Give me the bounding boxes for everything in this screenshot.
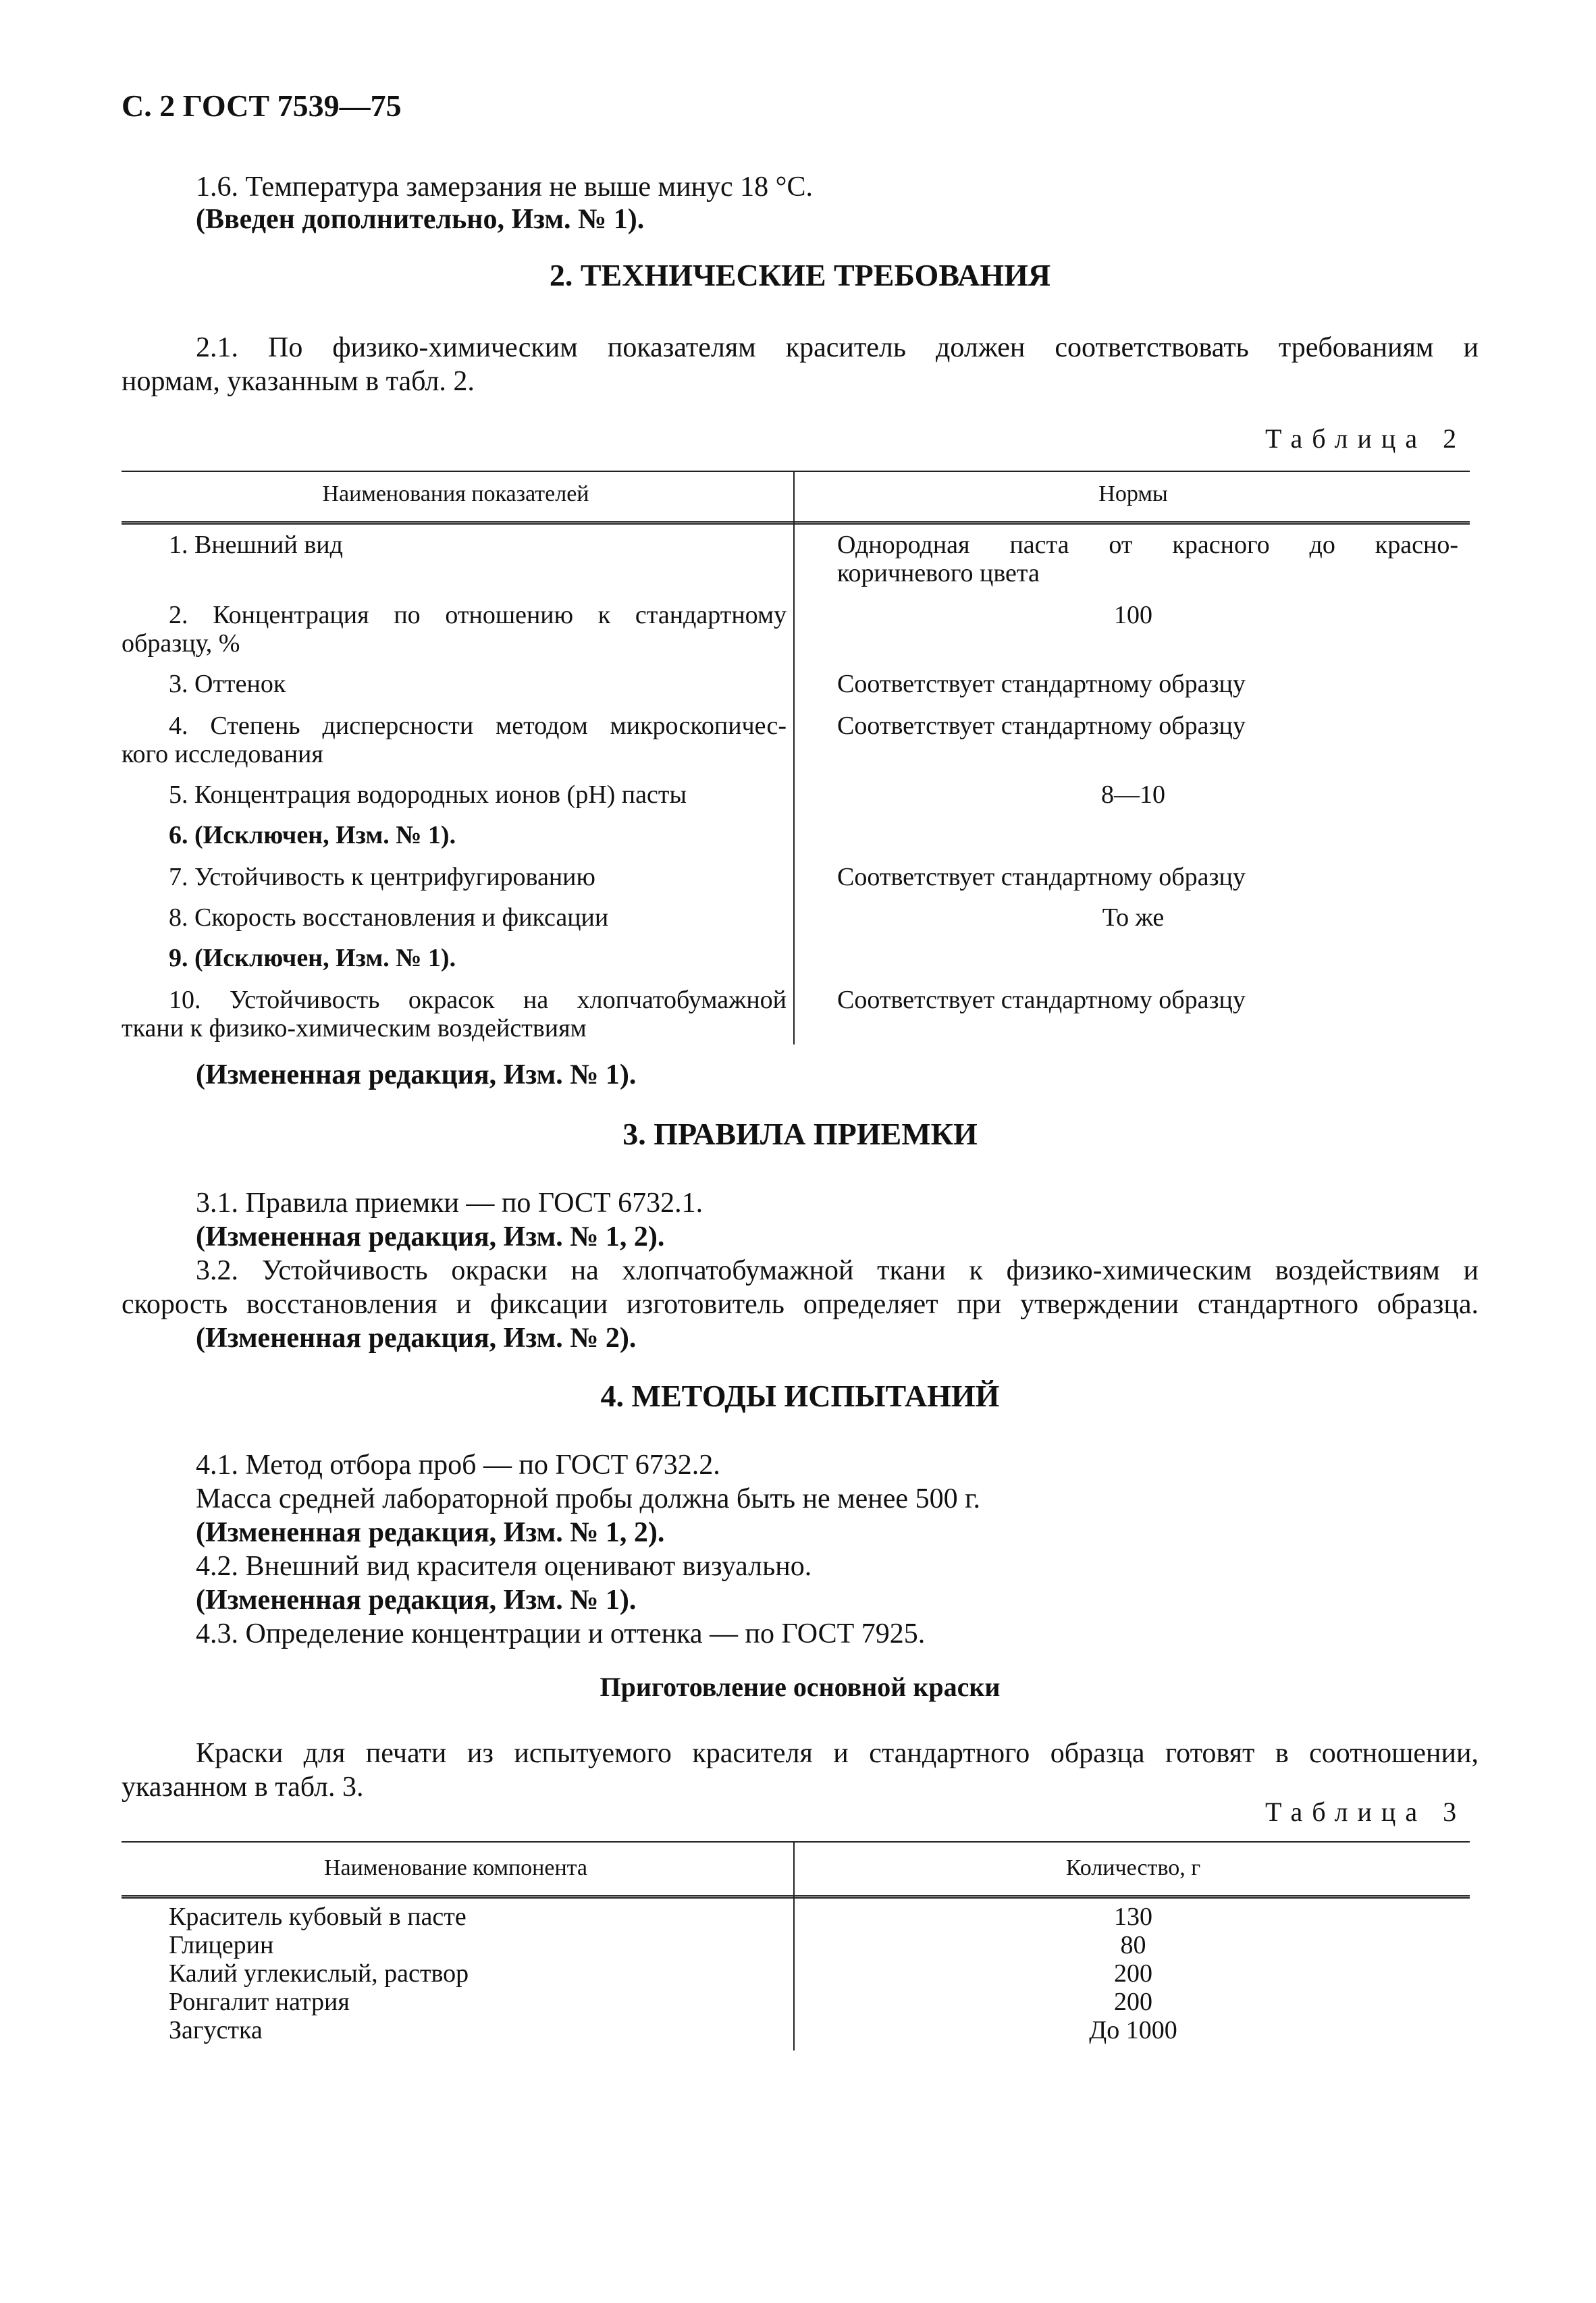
- table-3-header-rule: [122, 1895, 1470, 1900]
- subsection-heading: Приготовление основной краски: [600, 1672, 1001, 1702]
- table-2-row1-norm-line2: коричневого цвета: [837, 559, 1040, 587]
- table-2-header-rule: [122, 521, 1470, 526]
- table-2-row8-norm: То же: [1102, 903, 1165, 932]
- table-2-row4-norm: Соответствует стандартному образцу: [837, 712, 1246, 740]
- clause-4-1: 4.1. Метод отбора проб — по ГОСТ 6732.2.: [196, 1450, 720, 1481]
- clause-3-2-line1: 3.2. Устойчивость окраски на хлопчатобумажной ткани к физико-химическим воздействиям и: [196, 1255, 1479, 1286]
- table-2-row10-name-line2: ткани к физико-химическим воздействиям: [122, 1014, 587, 1042]
- amendment-note: (Измененная редакция, Изм. № 1).: [196, 1585, 637, 1616]
- table-2-row3-norm: Соответствует стандартному образцу: [837, 670, 1246, 698]
- table-2-row7-norm: Соответствует стандартному образцу: [837, 863, 1246, 891]
- table-3-row2-qty: 80: [1120, 1931, 1146, 1959]
- amendment-note: (Измененная редакция, Изм. № 1, 2).: [196, 1221, 665, 1252]
- amendment-note: (Введен дополнительно, Изм. № 1).: [196, 204, 645, 235]
- table-3-row2-name: Глицерин: [169, 1931, 274, 1959]
- section-heading-3: 3. ПРАВИЛА ПРИЕМКИ: [622, 1117, 978, 1151]
- amendment-note: (Измененная редакция, Изм. № 1, 2).: [196, 1517, 665, 1548]
- clause-4-3: 4.3. Определение концентрации и оттенка — по ГОСТ 7925.: [196, 1618, 926, 1649]
- table-3-divider: [793, 1841, 795, 2050]
- clause-2-1-line1: 2.1. По физико-химическим показателям краситель должен соответствовать требованиям и: [196, 332, 1479, 363]
- table-2-row6-name: 6. (Исключен, Изм. № 1).: [169, 821, 456, 849]
- table-3-row5-qty: До 1000: [1089, 2016, 1177, 2044]
- table-3-label: Таблица 3: [1265, 1797, 1466, 1827]
- table-2-header-col2: Нормы: [1098, 481, 1168, 506]
- table-3-row3-name: Калий углекислый, раствор: [169, 1959, 469, 1988]
- clause-4-2: 4.2. Внешний вид красителя оценивают визуально.: [196, 1551, 812, 1582]
- paint-prep-line1: Краски для печати из испытуемого красителя и стандартного образца готовят в соотношении,: [196, 1738, 1479, 1769]
- table-3-row5-name: Загустка: [169, 2016, 263, 2044]
- clause-3-1: 3.1. Правила приемки — по ГОСТ 6732.1.: [196, 1188, 703, 1219]
- table-2-top-rule: [122, 471, 1470, 472]
- table-2-row2-name-line1: 2. Концентрация по отношению к стандартному: [169, 601, 787, 629]
- table-3-header-col2: Количество, г: [1065, 1855, 1201, 1880]
- table-2-row2-name-line2: образцу, %: [122, 629, 240, 658]
- amendment-note: (Измененная редакция, Изм. № 1).: [196, 1059, 637, 1090]
- table-2-row5-name: 5. Концентрация водородных ионов (pH) пасты: [169, 780, 687, 809]
- table-2-row4-name-line1: 4. Степень дисперсности методом микроскопичес-: [169, 712, 787, 740]
- table-2-row10-norm: Соответствует стандартному образцу: [837, 986, 1246, 1014]
- table-2-row2-norm: 100: [1114, 601, 1152, 629]
- amendment-note: (Измененная редакция, Изм. № 2).: [196, 1323, 637, 1354]
- clause-3-2-line2: скорость восстановления и фиксации изготовитель определяет при утверждении стандартного образца.: [122, 1289, 1479, 1320]
- table-2-row1-name: 1. Внешний вид: [169, 531, 343, 559]
- section-heading-4: 4. МЕТОДЫ ИСПЫТАНИЙ: [600, 1379, 1000, 1413]
- table-2-header-col1: Наименования показателей: [322, 481, 589, 506]
- table-2-row7-name: 7. Устойчивость к центрифугированию: [169, 863, 595, 891]
- page-header: С. 2 ГОСТ 7539—75: [122, 88, 402, 123]
- table-3-row1-name: Краситель кубовый в пасте: [169, 1903, 467, 1931]
- table-2-row8-name: 8. Скорость восстановления и фиксации: [169, 903, 609, 932]
- table-3-header-col1: Наименование компонента: [323, 1855, 588, 1880]
- table-2-row1-norm-line1: Однородная паста от красного до красно-: [837, 531, 1458, 559]
- table-2-divider: [793, 471, 795, 1044]
- table-2-row10-name-line1: 10. Устойчивость окрасок на хлопчатобумажной: [169, 986, 787, 1014]
- clause-1-6: 1.6. Температура замерзания не выше минус 18 °С.: [196, 171, 813, 203]
- table-2-row4-name-line2: кого исследования: [122, 740, 323, 768]
- section-heading-2: 2. ТЕХНИЧЕСКИЕ ТРЕБОВАНИЯ: [549, 258, 1051, 292]
- table-2-label: Таблица 2: [1265, 423, 1466, 454]
- clause-2-1-line2: нормам, указанным в табл. 2.: [122, 366, 475, 397]
- table-3-row4-qty: 200: [1114, 1988, 1152, 2016]
- table-2-row5-norm: 8—10: [1101, 780, 1165, 809]
- table-3-row3-qty: 200: [1114, 1959, 1152, 1988]
- table-3-row1-qty: 130: [1114, 1903, 1152, 1931]
- table-2-row3-name: 3. Оттенок: [169, 670, 286, 698]
- paint-prep-line2: указанном в табл. 3.: [122, 1772, 364, 1803]
- clause-4-1-mass: Масса средней лабораторной пробы должна быть не менее 500 г.: [196, 1483, 981, 1514]
- table-3-row4-name: Ронгалит натрия: [169, 1988, 350, 2016]
- table-3-top-rule: [122, 1841, 1470, 1843]
- table-2-row9-name: 9. (Исключен, Изм. № 1).: [169, 944, 456, 972]
